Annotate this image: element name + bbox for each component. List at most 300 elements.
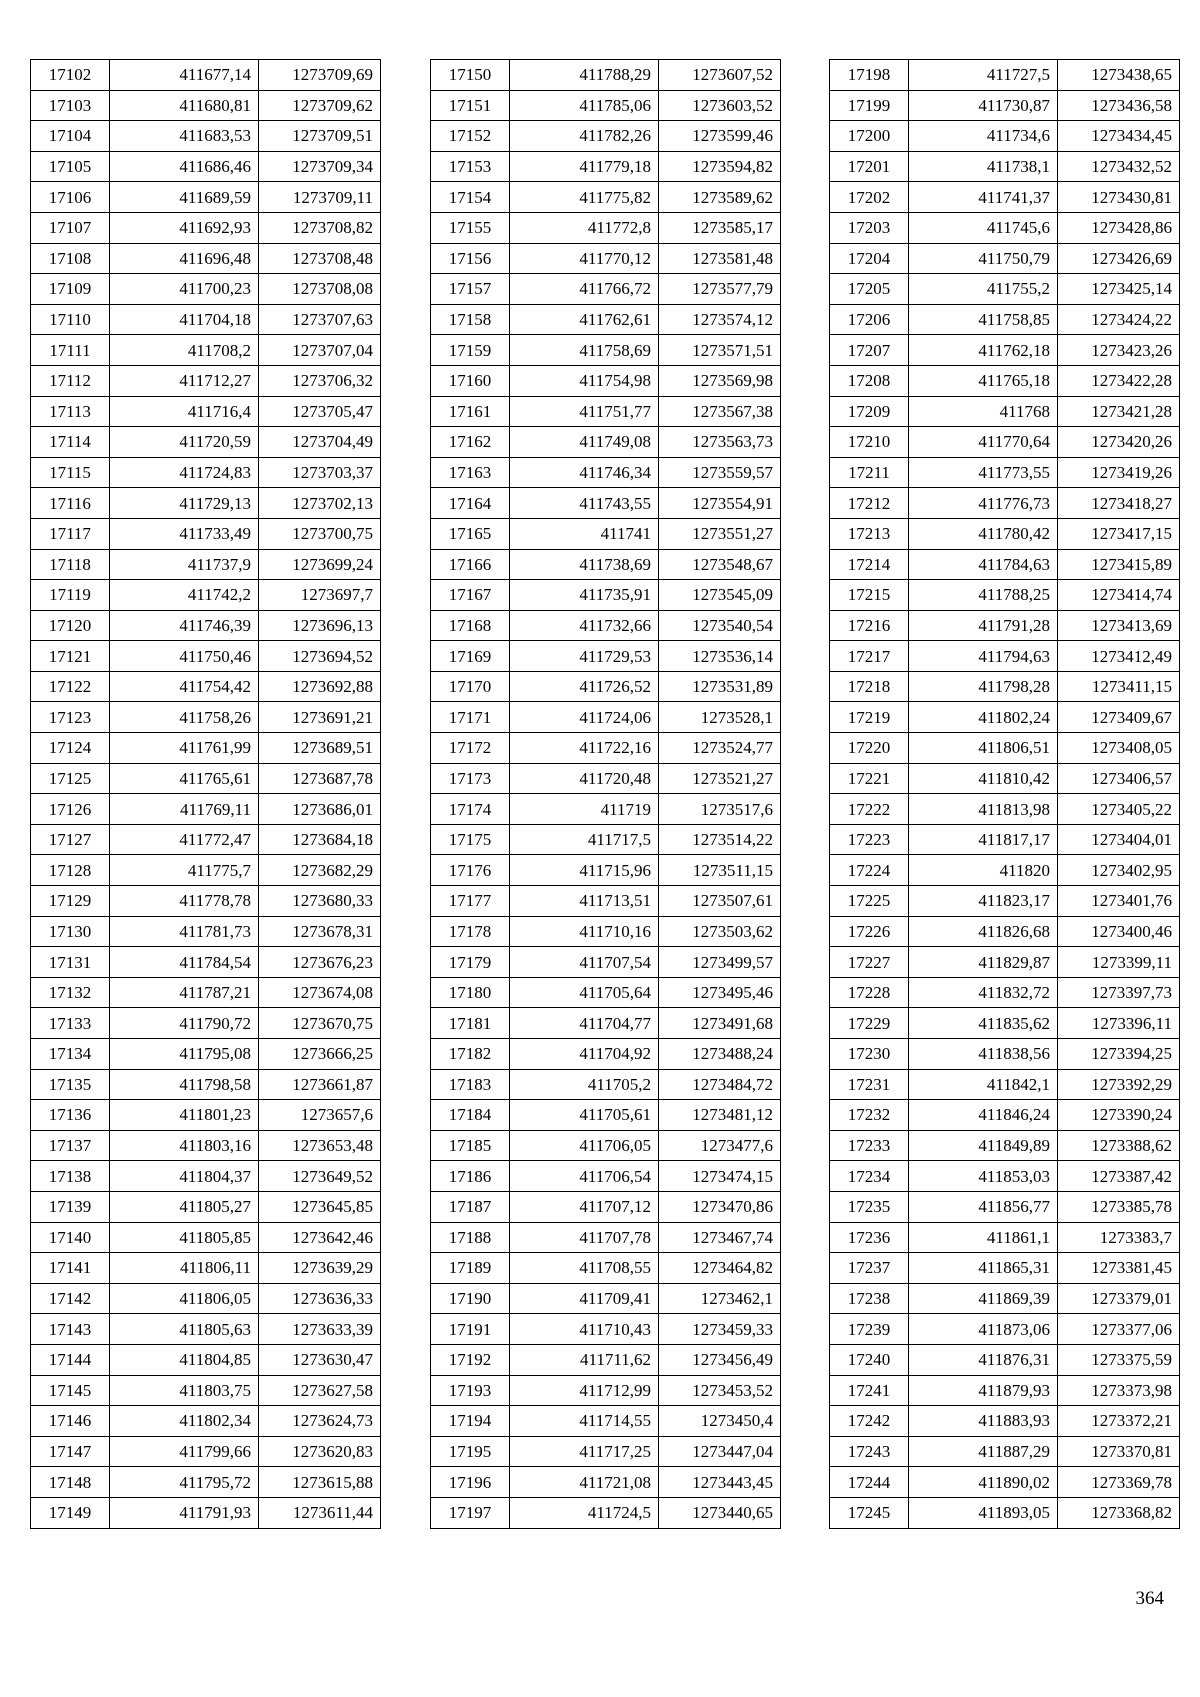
- table-row: [431, 1283, 781, 1314]
- y-coordinate-cell: 1273661,87: [259, 1069, 381, 1100]
- y-coordinate-cell: 1273411,15: [1058, 671, 1180, 702]
- point-id-cell: 17174: [431, 794, 510, 825]
- x-coordinate-cell: 411865,31: [909, 1253, 1058, 1284]
- table-row: [431, 274, 781, 305]
- x-coordinate-cell: 411802,34: [110, 1406, 259, 1437]
- y-coordinate-cell: 1273554,91: [659, 488, 781, 519]
- y-coordinate-cell: 1273589,62: [659, 182, 781, 213]
- x-coordinate-cell: 411761,99: [110, 733, 259, 764]
- x-coordinate-cell: 411743,55: [510, 488, 659, 519]
- table-row: [31, 335, 381, 366]
- table-row: [431, 824, 781, 855]
- y-coordinate-cell: 1273574,12: [659, 304, 781, 335]
- point-id-cell: 17238: [830, 1283, 909, 1314]
- point-id-cell: 17151: [431, 90, 510, 121]
- x-coordinate-cell: 411705,64: [510, 977, 659, 1008]
- y-coordinate-cell: 1273702,13: [259, 488, 381, 519]
- x-coordinate-cell: 411853,03: [909, 1161, 1058, 1192]
- point-id-cell: 17191: [431, 1314, 510, 1345]
- y-coordinate-cell: 1273524,77: [659, 733, 781, 764]
- x-coordinate-cell: 411729,53: [510, 641, 659, 672]
- point-id-cell: 17157: [431, 274, 510, 305]
- x-coordinate-cell: 411715,96: [510, 855, 659, 886]
- point-id-cell: 17121: [31, 641, 110, 672]
- y-coordinate-cell: 1273704,49: [259, 427, 381, 458]
- table-row: [431, 580, 781, 611]
- y-coordinate-cell: 1273373,98: [1058, 1375, 1180, 1406]
- table-row: [431, 182, 781, 213]
- x-coordinate-cell: 411805,85: [110, 1222, 259, 1253]
- table-row: [431, 1253, 781, 1284]
- y-coordinate-cell: 1273687,78: [259, 763, 381, 794]
- x-coordinate-cell: 411724,06: [510, 702, 659, 733]
- y-coordinate-cell: 1273709,69: [259, 60, 381, 91]
- y-coordinate-cell: 1273387,42: [1058, 1161, 1180, 1192]
- y-coordinate-cell: 1273459,33: [659, 1314, 781, 1345]
- y-coordinate-cell: 1273585,17: [659, 212, 781, 243]
- x-coordinate-cell: 411754,42: [110, 671, 259, 702]
- point-id-cell: 17203: [830, 212, 909, 243]
- table-row: [431, 212, 781, 243]
- x-coordinate-cell: 411893,05: [909, 1497, 1058, 1528]
- x-coordinate-cell: 411869,39: [909, 1283, 1058, 1314]
- point-id-cell: 17155: [431, 212, 510, 243]
- table-row: [31, 1497, 381, 1528]
- table-row: [830, 977, 1180, 1008]
- y-coordinate-cell: 1273474,15: [659, 1161, 781, 1192]
- x-coordinate-cell: 411772,47: [110, 824, 259, 855]
- table-row: [830, 702, 1180, 733]
- x-coordinate-cell: 411707,12: [510, 1191, 659, 1222]
- point-id-cell: 17119: [31, 580, 110, 611]
- y-coordinate-cell: 1273381,45: [1058, 1253, 1180, 1284]
- y-coordinate-cell: 1273390,24: [1058, 1100, 1180, 1131]
- y-coordinate-cell: 1273396,11: [1058, 1008, 1180, 1039]
- table-row: [31, 641, 381, 672]
- x-coordinate-cell: 411751,77: [510, 396, 659, 427]
- point-id-cell: 17127: [31, 824, 110, 855]
- point-id-cell: 17152: [431, 121, 510, 152]
- point-id-cell: 17184: [431, 1100, 510, 1131]
- table-row: [431, 947, 781, 978]
- table-row: [431, 794, 781, 825]
- y-coordinate-cell: 1273432,52: [1058, 151, 1180, 182]
- table-row: [830, 1314, 1180, 1345]
- point-id-cell: 17164: [431, 488, 510, 519]
- table-row: [31, 488, 381, 519]
- x-coordinate-cell: 411804,85: [110, 1344, 259, 1375]
- table-row: [31, 60, 381, 91]
- x-coordinate-cell: 411794,63: [909, 641, 1058, 672]
- table-row: [31, 1436, 381, 1467]
- x-coordinate-cell: 411810,42: [909, 763, 1058, 794]
- y-coordinate-cell: 1273691,21: [259, 702, 381, 733]
- point-id-cell: 17206: [830, 304, 909, 335]
- point-id-cell: 17132: [31, 977, 110, 1008]
- point-id-cell: 17218: [830, 671, 909, 702]
- x-coordinate-cell: 411733,49: [110, 518, 259, 549]
- point-id-cell: 17229: [830, 1008, 909, 1039]
- y-coordinate-cell: 1273388,62: [1058, 1130, 1180, 1161]
- x-coordinate-cell: 411791,28: [909, 610, 1058, 641]
- point-id-cell: 17210: [830, 427, 909, 458]
- y-coordinate-cell: 1273545,09: [659, 580, 781, 611]
- point-id-cell: 17138: [31, 1161, 110, 1192]
- point-id-cell: 17147: [31, 1436, 110, 1467]
- point-id-cell: 17220: [830, 733, 909, 764]
- table-row: [830, 182, 1180, 213]
- point-id-cell: 17233: [830, 1130, 909, 1161]
- x-coordinate-cell: 411849,89: [909, 1130, 1058, 1161]
- point-id-cell: 17109: [31, 274, 110, 305]
- x-coordinate-cell: 411755,2: [909, 274, 1058, 305]
- y-coordinate-cell: 1273548,67: [659, 549, 781, 580]
- point-id-cell: 17153: [431, 151, 510, 182]
- x-coordinate-cell: 411686,46: [110, 151, 259, 182]
- table-row: [431, 1191, 781, 1222]
- x-coordinate-cell: 411856,77: [909, 1191, 1058, 1222]
- x-coordinate-cell: 411738,69: [510, 549, 659, 580]
- x-coordinate-cell: 411716,4: [110, 396, 259, 427]
- y-coordinate-cell: 1273567,38: [659, 396, 781, 427]
- y-coordinate-cell: 1273392,29: [1058, 1069, 1180, 1100]
- table-row: [830, 1406, 1180, 1437]
- y-coordinate-cell: 1273447,04: [659, 1436, 781, 1467]
- point-id-cell: 17234: [830, 1161, 909, 1192]
- y-coordinate-cell: 1273657,6: [259, 1100, 381, 1131]
- table-row: [431, 977, 781, 1008]
- point-id-cell: 17168: [431, 610, 510, 641]
- y-coordinate-cell: 1273417,15: [1058, 518, 1180, 549]
- x-coordinate-cell: 411717,5: [510, 824, 659, 855]
- x-coordinate-cell: 411724,83: [110, 457, 259, 488]
- x-coordinate-cell: 411883,93: [909, 1406, 1058, 1437]
- point-id-cell: 17227: [830, 947, 909, 978]
- y-coordinate-cell: 1273559,57: [659, 457, 781, 488]
- table-row: [31, 1191, 381, 1222]
- table-row: [31, 1222, 381, 1253]
- y-coordinate-cell: 1273375,59: [1058, 1344, 1180, 1375]
- y-coordinate-cell: 1273684,18: [259, 824, 381, 855]
- point-id-cell: 17163: [431, 457, 510, 488]
- table-row: [431, 763, 781, 794]
- point-id-cell: 17150: [431, 60, 510, 91]
- table-row: [31, 702, 381, 733]
- x-coordinate-cell: 411782,26: [510, 121, 659, 152]
- y-coordinate-cell: 1273385,78: [1058, 1191, 1180, 1222]
- point-id-cell: 17198: [830, 60, 909, 91]
- point-id-cell: 17239: [830, 1314, 909, 1345]
- point-id-cell: 17181: [431, 1008, 510, 1039]
- x-coordinate-cell: 411890,02: [909, 1467, 1058, 1498]
- x-coordinate-cell: 411762,18: [909, 335, 1058, 366]
- table-row: [830, 335, 1180, 366]
- point-id-cell: 17117: [31, 518, 110, 549]
- table-row: [830, 580, 1180, 611]
- x-coordinate-cell: 411776,73: [909, 488, 1058, 519]
- point-id-cell: 17158: [431, 304, 510, 335]
- x-coordinate-cell: 411704,18: [110, 304, 259, 335]
- y-coordinate-cell: 1273424,22: [1058, 304, 1180, 335]
- y-coordinate-cell: 1273633,39: [259, 1314, 381, 1345]
- coordinate-table-1: [30, 59, 381, 1529]
- table-row: [431, 365, 781, 396]
- point-id-cell: 17108: [31, 243, 110, 274]
- table-row: [31, 855, 381, 886]
- x-coordinate-cell: 411754,98: [510, 365, 659, 396]
- table-row: [830, 90, 1180, 121]
- x-coordinate-cell: 411683,53: [110, 121, 259, 152]
- table-row: [830, 151, 1180, 182]
- point-id-cell: 17125: [31, 763, 110, 794]
- x-coordinate-cell: 411813,98: [909, 794, 1058, 825]
- y-coordinate-cell: 1273406,57: [1058, 763, 1180, 794]
- x-coordinate-cell: 411806,11: [110, 1253, 259, 1284]
- y-coordinate-cell: 1273581,48: [659, 243, 781, 274]
- table-row: [830, 1130, 1180, 1161]
- point-id-cell: 17224: [830, 855, 909, 886]
- x-coordinate-cell: 411758,26: [110, 702, 259, 733]
- x-coordinate-cell: 411773,55: [909, 457, 1058, 488]
- x-coordinate-cell: 411765,18: [909, 365, 1058, 396]
- x-coordinate-cell: 411721,08: [510, 1467, 659, 1498]
- x-coordinate-cell: 411708,55: [510, 1253, 659, 1284]
- x-coordinate-cell: 411806,51: [909, 733, 1058, 764]
- point-id-cell: 17160: [431, 365, 510, 396]
- table-row: [431, 488, 781, 519]
- x-coordinate-cell: 411770,12: [510, 243, 659, 274]
- point-id-cell: 17112: [31, 365, 110, 396]
- y-coordinate-cell: 1273703,37: [259, 457, 381, 488]
- table-row: [830, 763, 1180, 794]
- table-row: [431, 243, 781, 274]
- table-row: [830, 427, 1180, 458]
- y-coordinate-cell: 1273397,73: [1058, 977, 1180, 1008]
- y-coordinate-cell: 1273536,14: [659, 641, 781, 672]
- y-coordinate-cell: 1273706,32: [259, 365, 381, 396]
- table-row: [830, 1283, 1180, 1314]
- y-coordinate-cell: 1273379,01: [1058, 1283, 1180, 1314]
- point-id-cell: 17180: [431, 977, 510, 1008]
- y-coordinate-cell: 1273405,22: [1058, 794, 1180, 825]
- y-coordinate-cell: 1273636,33: [259, 1283, 381, 1314]
- x-coordinate-cell: 411704,92: [510, 1039, 659, 1070]
- x-coordinate-cell: 411762,61: [510, 304, 659, 335]
- y-coordinate-cell: 1273699,24: [259, 549, 381, 580]
- table-row: [31, 1069, 381, 1100]
- x-coordinate-cell: 411708,2: [110, 335, 259, 366]
- point-id-cell: 17194: [431, 1406, 510, 1437]
- table-row: [31, 121, 381, 152]
- point-id-cell: 17195: [431, 1436, 510, 1467]
- y-coordinate-cell: 1273377,06: [1058, 1314, 1180, 1345]
- table-row: [830, 396, 1180, 427]
- table-row: [31, 916, 381, 947]
- y-coordinate-cell: 1273401,76: [1058, 886, 1180, 917]
- table-row: [431, 1314, 781, 1345]
- table-row: [31, 396, 381, 427]
- table-row: [31, 886, 381, 917]
- point-id-cell: 17143: [31, 1314, 110, 1345]
- x-coordinate-cell: 411696,48: [110, 243, 259, 274]
- x-coordinate-cell: 411741: [510, 518, 659, 549]
- y-coordinate-cell: 1273649,52: [259, 1161, 381, 1192]
- table-row: [431, 1069, 781, 1100]
- table-row: [31, 90, 381, 121]
- table-row: [31, 1039, 381, 1070]
- y-coordinate-cell: 1273627,58: [259, 1375, 381, 1406]
- y-coordinate-cell: 1273440,65: [659, 1497, 781, 1528]
- table-row: [31, 794, 381, 825]
- y-coordinate-cell: 1273420,26: [1058, 427, 1180, 458]
- point-id-cell: 17122: [31, 671, 110, 702]
- x-coordinate-cell: 411887,29: [909, 1436, 1058, 1467]
- y-coordinate-cell: 1273422,28: [1058, 365, 1180, 396]
- x-coordinate-cell: 411705,2: [510, 1069, 659, 1100]
- point-id-cell: 17244: [830, 1467, 909, 1498]
- x-coordinate-cell: 411714,55: [510, 1406, 659, 1437]
- x-coordinate-cell: 411749,08: [510, 427, 659, 458]
- table-row: [431, 1161, 781, 1192]
- y-coordinate-cell: 1273462,1: [659, 1283, 781, 1314]
- table-row: [31, 1344, 381, 1375]
- y-coordinate-cell: 1273467,74: [659, 1222, 781, 1253]
- point-id-cell: 17189: [431, 1253, 510, 1284]
- x-coordinate-cell: 411709,41: [510, 1283, 659, 1314]
- y-coordinate-cell: 1273511,15: [659, 855, 781, 886]
- point-id-cell: 17193: [431, 1375, 510, 1406]
- x-coordinate-cell: 411802,24: [909, 702, 1058, 733]
- point-id-cell: 17107: [31, 212, 110, 243]
- x-coordinate-cell: 411795,72: [110, 1467, 259, 1498]
- point-id-cell: 17113: [31, 396, 110, 427]
- x-coordinate-cell: 411835,62: [909, 1008, 1058, 1039]
- table-row: [31, 1314, 381, 1345]
- y-coordinate-cell: 1273484,72: [659, 1069, 781, 1100]
- point-id-cell: 17106: [31, 182, 110, 213]
- point-id-cell: 17130: [31, 916, 110, 947]
- point-id-cell: 17242: [830, 1406, 909, 1437]
- table-row: [431, 855, 781, 886]
- y-coordinate-cell: 1273434,45: [1058, 121, 1180, 152]
- table-row: [31, 947, 381, 978]
- point-id-cell: 17214: [830, 549, 909, 580]
- x-coordinate-cell: 411720,59: [110, 427, 259, 458]
- table-row: [830, 824, 1180, 855]
- table-row: [431, 121, 781, 152]
- x-coordinate-cell: 411826,68: [909, 916, 1058, 947]
- point-id-cell: 17183: [431, 1069, 510, 1100]
- y-coordinate-cell: 1273615,88: [259, 1467, 381, 1498]
- x-coordinate-cell: 411784,54: [110, 947, 259, 978]
- x-coordinate-cell: 411706,54: [510, 1161, 659, 1192]
- point-id-cell: 17186: [431, 1161, 510, 1192]
- table-row: [830, 518, 1180, 549]
- point-id-cell: 17177: [431, 886, 510, 917]
- point-id-cell: 17175: [431, 824, 510, 855]
- y-coordinate-cell: 1273599,46: [659, 121, 781, 152]
- y-coordinate-cell: 1273418,27: [1058, 488, 1180, 519]
- point-id-cell: 17237: [830, 1253, 909, 1284]
- y-coordinate-cell: 1273413,69: [1058, 610, 1180, 641]
- table-row: [31, 1161, 381, 1192]
- y-coordinate-cell: 1273450,4: [659, 1406, 781, 1437]
- point-id-cell: 17102: [31, 60, 110, 91]
- point-id-cell: 17243: [830, 1436, 909, 1467]
- table-row: [31, 549, 381, 580]
- x-coordinate-cell: 411741,37: [909, 182, 1058, 213]
- x-coordinate-cell: 411805,63: [110, 1314, 259, 1345]
- x-coordinate-cell: 411791,93: [110, 1497, 259, 1528]
- y-coordinate-cell: 1273689,51: [259, 733, 381, 764]
- table-row: [31, 182, 381, 213]
- y-coordinate-cell: 1273708,82: [259, 212, 381, 243]
- point-id-cell: 17124: [31, 733, 110, 764]
- table-row: [431, 1497, 781, 1528]
- table-row: [31, 243, 381, 274]
- point-id-cell: 17166: [431, 549, 510, 580]
- table-row: [31, 1253, 381, 1284]
- x-coordinate-cell: 411766,72: [510, 274, 659, 305]
- table-row: [830, 1497, 1180, 1528]
- table-row: [31, 1130, 381, 1161]
- y-coordinate-cell: 1273624,73: [259, 1406, 381, 1437]
- table-row: [431, 396, 781, 427]
- point-id-cell: 17156: [431, 243, 510, 274]
- y-coordinate-cell: 1273415,89: [1058, 549, 1180, 580]
- point-id-cell: 17199: [830, 90, 909, 121]
- x-coordinate-cell: 411784,63: [909, 549, 1058, 580]
- table-row: [830, 1069, 1180, 1100]
- x-coordinate-cell: 411720,48: [510, 763, 659, 794]
- table-row: [830, 549, 1180, 580]
- x-coordinate-cell: 411846,24: [909, 1100, 1058, 1131]
- x-coordinate-cell: 411832,72: [909, 977, 1058, 1008]
- point-id-cell: 17136: [31, 1100, 110, 1131]
- x-coordinate-cell: 411778,78: [110, 886, 259, 917]
- x-coordinate-cell: 411790,72: [110, 1008, 259, 1039]
- point-id-cell: 17223: [830, 824, 909, 855]
- point-id-cell: 17173: [431, 763, 510, 794]
- y-coordinate-cell: 1273399,11: [1058, 947, 1180, 978]
- x-coordinate-cell: 411680,81: [110, 90, 259, 121]
- y-coordinate-cell: 1273709,34: [259, 151, 381, 182]
- point-id-cell: 17148: [31, 1467, 110, 1498]
- table-row: [31, 824, 381, 855]
- point-id-cell: 17216: [830, 610, 909, 641]
- y-coordinate-cell: 1273708,48: [259, 243, 381, 274]
- point-id-cell: 17204: [830, 243, 909, 274]
- y-coordinate-cell: 1273402,95: [1058, 855, 1180, 886]
- x-coordinate-cell: 411861,1: [909, 1222, 1058, 1253]
- point-id-cell: 17129: [31, 886, 110, 917]
- y-coordinate-cell: 1273495,46: [659, 977, 781, 1008]
- table-row: [830, 733, 1180, 764]
- point-id-cell: 17208: [830, 365, 909, 396]
- table-row: [830, 610, 1180, 641]
- y-coordinate-cell: 1273639,29: [259, 1253, 381, 1284]
- y-coordinate-cell: 1273456,49: [659, 1344, 781, 1375]
- point-id-cell: 17211: [830, 457, 909, 488]
- table-row: [431, 60, 781, 91]
- point-id-cell: 17232: [830, 1100, 909, 1131]
- point-id-cell: 17115: [31, 457, 110, 488]
- y-coordinate-cell: 1273369,78: [1058, 1467, 1180, 1498]
- x-coordinate-cell: 411692,93: [110, 212, 259, 243]
- table-row: [830, 916, 1180, 947]
- y-coordinate-cell: 1273477,6: [659, 1130, 781, 1161]
- x-coordinate-cell: 411838,56: [909, 1039, 1058, 1070]
